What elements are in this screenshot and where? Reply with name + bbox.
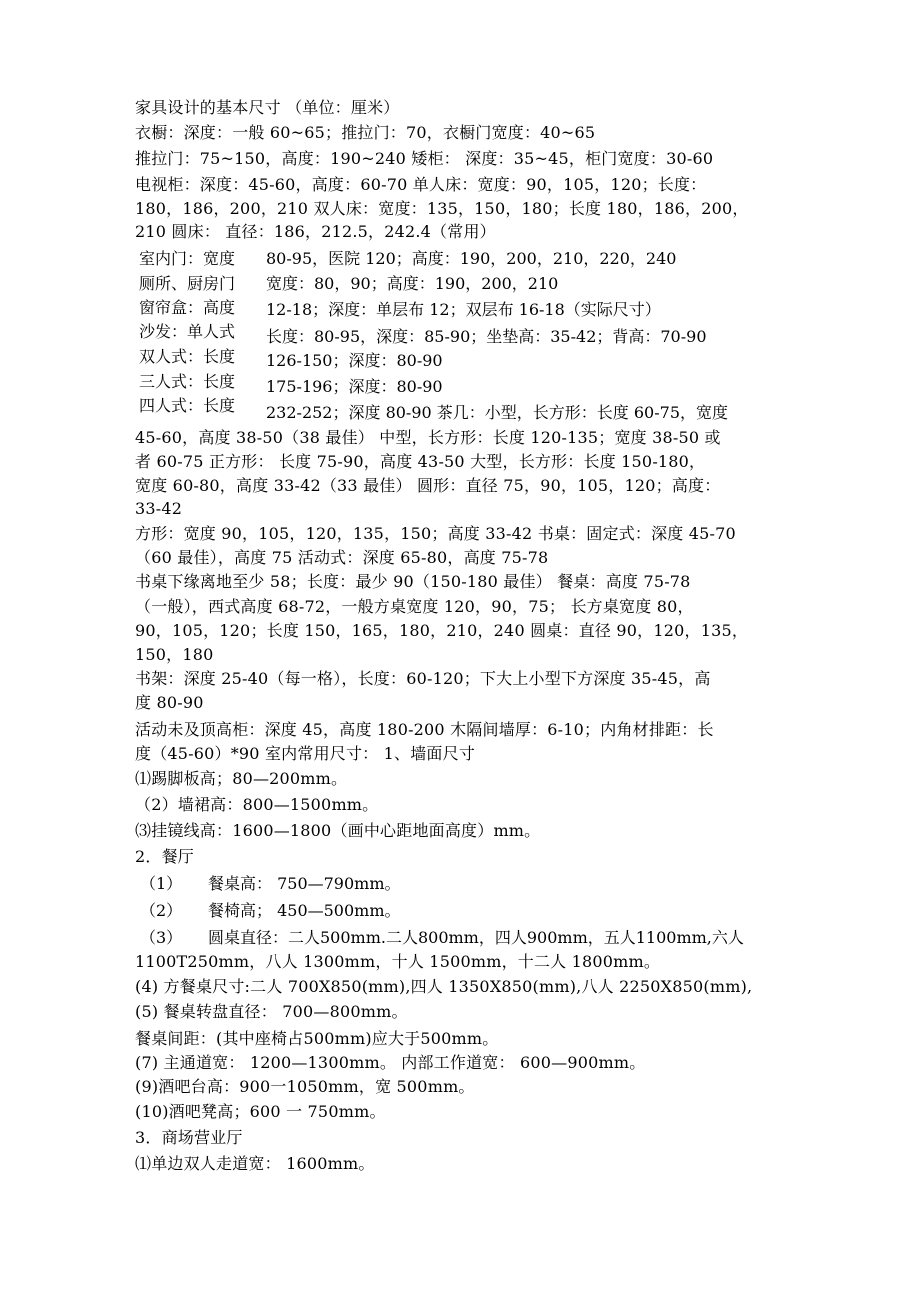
item-text: 圆桌直径：二人500mm.二人800mm，四人900mm，五人1100mm,六人 [208,928,744,947]
text-line: 电视柜：深度：45-60，高度：60-70 单人床：宽度：90，105，120；长度： [135,175,707,194]
text-line: 90，105，120；长度 150，165，180，210，240 圆桌：直径 90，120，135， [135,621,749,640]
row-value: 232-252；深度 80-90 茶几：小型，长方形：长度 60-75，宽度 [266,403,728,422]
text-line: 书架：深度 25-40（每一格），长度：60-120；下大上小型下方深度 35-45，高 [135,669,711,688]
section-heading: 2．餐厅 [135,847,194,866]
row-value: 12-18；深度：单层布 12；双层布 16-18（实际尺寸） [266,300,661,319]
row-label: 室内门：宽度 [139,249,236,268]
text-line: 衣橱：深度：一般 60~65；推拉门：70，衣橱门宽度：40~65 [135,123,596,142]
text-line: (5) 餐桌转盘直径： 700—800mm。 [135,1002,408,1021]
section-heading: 3．商场营业厅 [135,1128,243,1147]
row-label: 厕所、厨房门 [139,274,236,293]
text-line: ⑴单边双人走道宽： 1600mm。 [135,1154,375,1173]
text-line: 150，180 [135,645,214,664]
text-line: (7) 主通道宽： 1200—1300mm。 内部工作道宽： 600—900mm。 [135,1053,646,1072]
row-label: 四人式：长度 [139,396,236,415]
text-line: 者 60-75 正方形： 长度 75-90，高度 43-50 大型，长方形：长度 150-180， [135,452,706,471]
text-line: 度（45-60）*90 室内常用尺寸： 1、墙面尺寸 [135,744,476,763]
text-line: 1100T250mm，八人 1300mm，十人 1500mm，十二人 1800mm。 [135,952,661,971]
row-label: 沙发：单人式 [139,322,236,341]
row-label: 窗帘盒：高度 [139,298,236,317]
text-line: 210 圆床： 直径：186，212.5，242.4（常用） [135,222,496,241]
document-title: 家具设计的基本尺寸 （单位：厘米） [135,98,400,117]
row-label: 双人式：长度 [139,347,236,366]
item-number: （3） [140,928,183,947]
text-line: ⑴踢脚板高；80—200mm。 [135,769,348,788]
item-text: 餐桌高： 750—790mm。 [208,874,401,893]
text-line: （60 最佳），高度 75 活动式：深度 65-80，高度 75-78 [135,548,549,567]
text-line: 度 80-90 [135,693,204,712]
text-line: 书桌下缘离地至少 58；长度：最少 90（150-180 最佳） 餐桌：高度 75-78 [135,572,691,591]
text-line: （2）墙裙高：800—1500mm。 [135,795,379,814]
row-label: 三人式：长度 [139,372,236,391]
row-value: 长度：80-95，深度：85-90；坐垫高：35-42；背高：70-90 [266,327,707,346]
row-value: 宽度：80，90；高度：190，200，210 [266,274,559,293]
text-line: 180，186，200，210 双人床：宽度：135，150，180；长度 180，186，200， [135,199,749,218]
row-value: 80-95，医院 120；高度：190，200，210，220，240 [266,249,677,268]
row-value: 175-196；深度：80-90 [266,377,443,396]
text-line: 方形：宽度 90，105，120，135，150；高度 33-42 书桌：固定式：深度 45-70 [135,524,736,543]
text-line: (9)酒吧台高：900一1050mm，宽 500mm。 [135,1077,475,1096]
row-value: 126-150；深度：80-90 [266,351,443,370]
item-number: （1） [140,874,183,893]
text-line: （一般），西式高度 68-72，一般方桌宽度 120，90，75； 长方桌宽度 80， [135,597,694,616]
item-number: （2） [140,901,183,920]
text-line: 宽度 60-80，高度 33-42（33 最佳） 圆形：直径 75，90，105，120；高度： [135,476,721,495]
text-line: 45-60，高度 38-50（38 最佳） 中型，长方形：长度 120-135；宽度 38-50 或 [135,428,721,447]
text-line: ⑶挂镜线高：1600—1800（画中心距地面高度）mm。 [135,821,541,840]
text-line: 活动未及顶高柜：深度 45，高度 180-200 木隔间墙厚：6-10；内角材排距：长 [135,720,714,739]
text-line: 餐桌间距：(其中座椅占500mm)应大于500mm。 [135,1029,499,1048]
text-line: 推拉门：75~150，高度：190~240 矮柜： 深度：35~45，柜门宽度：30-60 [135,149,714,168]
text-line: 33-42 [135,499,183,518]
item-text: 餐椅高； 450—500mm。 [208,901,401,920]
text-line: (4) 方餐桌尺寸:二人 700X850(mm),四人 1350X850(mm),八人 2250X850(mm), [135,977,753,996]
text-line: (10)酒吧凳高；600 一 750mm。 [135,1102,386,1121]
